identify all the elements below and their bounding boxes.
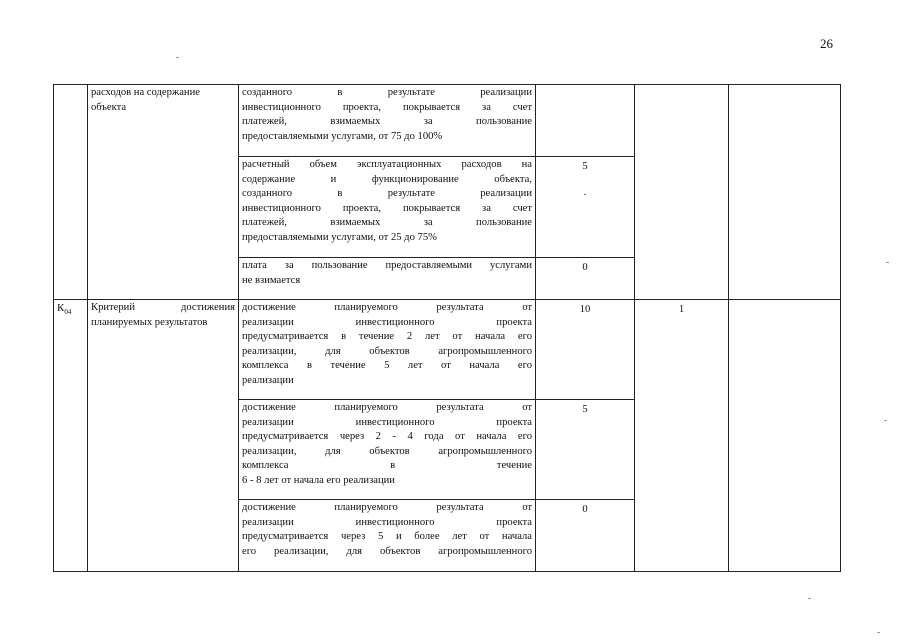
criterion-cell: [88, 85, 239, 300]
description-line: платежей, взимаемых за пользование: [242, 217, 532, 229]
value-cell: [729, 85, 841, 300]
table-row: [54, 300, 841, 400]
criteria-table: [53, 84, 841, 572]
criterion-cell: [88, 300, 239, 572]
weight-value: 1: [678, 304, 685, 315]
description-line: 6 - 8 лет от начала его реализации: [242, 474, 395, 486]
weight-cell: [635, 300, 729, 572]
table-row: [54, 85, 841, 157]
description-line: не взимается: [242, 274, 301, 286]
weight-cell: [635, 85, 729, 300]
description-line: предусматривается через 5 и более лет от начала: [242, 531, 532, 543]
criterion-code-letter: К: [57, 302, 65, 314]
criterion-code-index: 04: [64, 308, 72, 317]
scan-speck: [886, 262, 889, 263]
description-line: достижение планируемого результата от: [242, 402, 532, 413]
score-value: 0: [582, 262, 588, 273]
value-cell: [729, 300, 841, 572]
description-cell: [239, 157, 536, 258]
description-line: достижение планируемого результата от: [242, 302, 532, 313]
description-line: реализации инвестиционного проекта: [242, 516, 532, 528]
scan-speck: [877, 632, 880, 633]
description-cell: [239, 258, 536, 300]
description-cell: [239, 85, 536, 157]
scan-speck: [176, 57, 179, 58]
description-line: предоставляемыми услугами, от 75 до 100%: [242, 130, 443, 142]
description-line: созданного в результате реализации: [242, 188, 532, 200]
description-line: реализации, для объектов агропромышленного: [242, 445, 532, 457]
description-line: комплекса в течение 5 лет от начала его: [242, 360, 532, 372]
description-line: содержание и функционирование объекта,: [242, 173, 532, 185]
score-value: 5: [582, 161, 588, 172]
score-value: 0: [582, 504, 588, 515]
description-line: предусматривается в течение 2 лет от начала его: [242, 331, 532, 343]
criterion-name-rest: планируемых результатов: [91, 316, 208, 328]
description-line: реализации: [242, 374, 294, 386]
description-line: реализации, для объектов агропромышленного: [242, 345, 532, 357]
description-cell: [239, 400, 536, 500]
description-line: платежей, взимаемых за пользование: [242, 116, 532, 128]
description-line: плата за пользование предоставляемыми услугами: [242, 260, 532, 271]
description-line: расчетный объем эксплуатационных расходов на: [242, 159, 532, 170]
description-cell: [239, 500, 536, 572]
description-line: предусматривается через 2 - 4 года от начала его: [242, 431, 532, 443]
scan-speck: ·: [583, 189, 587, 201]
score-value: 10: [579, 304, 591, 315]
description-line: комплекса в течение: [242, 460, 532, 472]
description-line: достижение планируемого результата от: [242, 502, 532, 513]
criterion-code: [54, 300, 88, 572]
description-line: инвестиционного проекта, покрывается за счет: [242, 101, 532, 113]
score-value: 5: [582, 404, 588, 415]
score-cell: [536, 258, 635, 300]
description-line: реализации инвестиционного проекта: [242, 416, 532, 428]
score-cell: [536, 500, 635, 572]
score-cell: [536, 400, 635, 500]
scan-speck: [808, 598, 811, 599]
description-line: инвестиционного проекта, покрывается за счет: [242, 202, 532, 214]
description-line: реализации инвестиционного проекта: [242, 316, 532, 328]
description-cell: [239, 300, 536, 400]
score-cell: [536, 85, 635, 157]
criterion-name-line: Критерий достижения: [91, 302, 235, 313]
description-line: его реализации, для объектов агропромышленного: [242, 545, 532, 557]
page-number: 26: [820, 36, 833, 51]
description-line: созданного в результате реализации: [242, 87, 532, 98]
score-cell: [536, 300, 635, 400]
criterion-continuation: расходов на содержание объекта: [91, 87, 200, 113]
code-cell-empty: [54, 85, 88, 300]
score-cell: [536, 157, 635, 258]
description-line: предоставляемыми услугами, от 25 до 75%: [242, 231, 437, 243]
scan-speck: [884, 420, 887, 421]
